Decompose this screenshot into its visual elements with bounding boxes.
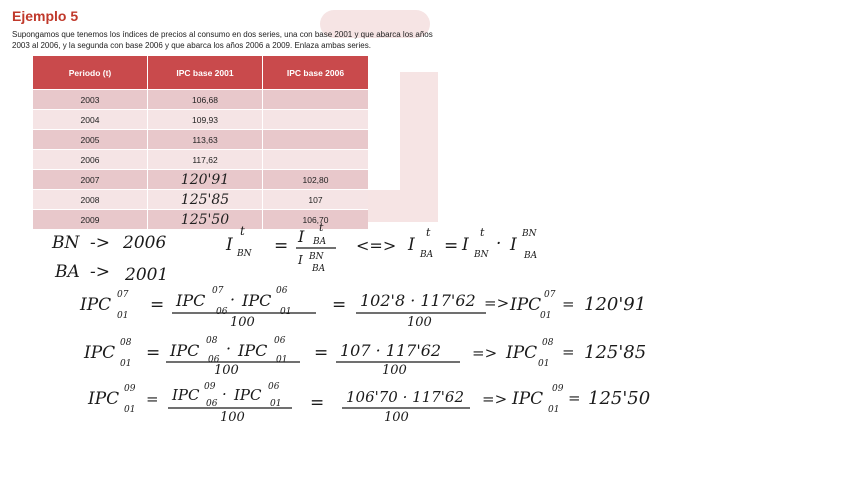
superscript-06: 06 [274, 336, 286, 346]
cell-periodo: 2004 [33, 110, 148, 130]
multiply-dot: · [226, 339, 232, 358]
ipc-label: IPC [234, 386, 262, 404]
arrow: -> [90, 233, 110, 253]
superscript-09: 09 [204, 382, 216, 392]
subscript-01: 01 [538, 359, 550, 369]
superscript-bn: BN [522, 229, 537, 239]
ipc-label: IPC [172, 386, 200, 404]
result-2008: 125'85 [584, 342, 647, 363]
subscript-01: 01 [120, 359, 132, 369]
cell-periodo: 2003 [33, 90, 148, 110]
calc-2008 [83, 336, 646, 378]
index-symbol: I [408, 235, 415, 255]
superscript-t: t [480, 226, 485, 239]
subscript-01: 01 [548, 405, 560, 415]
denominator-100: 100 [382, 363, 407, 378]
denominator-100: 100 [407, 315, 432, 330]
subscript-01: 01 [540, 311, 552, 321]
subscript-ba: BA [312, 264, 326, 274]
numerator: 106'70 · 117'62 [346, 388, 464, 406]
superscript-09: 09 [552, 384, 564, 394]
subscript-ba: BA [420, 250, 434, 260]
superscript-t: t [426, 226, 431, 239]
superscript-07: 07 [212, 286, 224, 296]
superscript-09: 09 [124, 384, 136, 394]
header-ipc-2001: IPC base 2001 [148, 56, 263, 90]
equals-sign: = [310, 393, 325, 413]
cell-ipc-2001: 113,63 [148, 130, 263, 150]
header-periodo: Periodo (t) [33, 56, 148, 90]
subscript-01: 01 [117, 311, 129, 321]
cell-ipc-2001: 106,68 [148, 90, 263, 110]
subscript-bn: BN [474, 250, 489, 260]
cell-ipc-2001: 109,93 [148, 110, 263, 130]
arrow: -> [90, 262, 110, 282]
denominator-100: 100 [384, 410, 409, 425]
index-symbol: I [510, 235, 517, 255]
subscript-01: 01 [280, 307, 292, 317]
ipc-label: IPC [512, 389, 544, 409]
implies-arrow: => [472, 344, 498, 362]
equals-sign: = [314, 343, 329, 363]
cell-periodo: 2007 [33, 170, 148, 190]
equals-sign: = [568, 389, 581, 407]
year-2006: 2006 [123, 233, 167, 253]
denominator-100: 100 [230, 315, 255, 330]
subscript-01: 01 [270, 399, 282, 409]
header-ipc-2006: IPC base 2006 [263, 56, 369, 90]
ipc-label: IPC [176, 291, 206, 310]
ipc-label: IPC [242, 291, 272, 310]
cell-ipc-2001: 117,62 [148, 150, 263, 170]
superscript-bn: BN [309, 252, 324, 262]
superscript-08: 08 [206, 336, 218, 346]
cell-ipc-2001-handwritten: 125'50 [148, 210, 263, 230]
subscript-06: 06 [206, 399, 218, 409]
subscript-06: 06 [208, 355, 220, 365]
ipc-label: IPC [170, 341, 200, 360]
label-bn: BN [52, 233, 80, 253]
base-definitions [51, 233, 168, 285]
equals-sign: = [332, 295, 347, 315]
index-symbol: I [298, 227, 305, 246]
denominator-100: 100 [214, 363, 239, 378]
equals-sign: = [562, 343, 575, 361]
implies-arrow: => [484, 294, 510, 312]
superscript-06: 06 [276, 286, 288, 296]
implies-arrow: => [482, 390, 508, 408]
ipc-label: IPC [510, 295, 542, 315]
index-symbol: I [298, 253, 303, 267]
subscript-06: 06 [216, 307, 228, 317]
ipc-label: IPC [84, 343, 116, 363]
cell-periodo: 2005 [33, 130, 148, 150]
superscript-08: 08 [542, 338, 554, 348]
subscript-ba: BA [524, 251, 538, 261]
cell-periodo: 2006 [33, 150, 148, 170]
cell-ipc-2001-handwritten: 125'85 [148, 190, 263, 210]
equals-sign: = [444, 236, 459, 256]
cell-ipc-2006: 102,80 [263, 170, 369, 190]
cell-periodo: 2008 [33, 190, 148, 210]
equals-sign: = [146, 390, 159, 408]
equals-sign: = [150, 295, 165, 315]
ipc-label: IPC [238, 341, 268, 360]
superscript-08: 08 [120, 338, 132, 348]
subscript-ba: BA [313, 237, 327, 247]
label-ba: BA [55, 262, 80, 282]
multiply-dot: · [230, 290, 236, 309]
superscript-06: 06 [268, 382, 280, 392]
problem-statement: Supongamos que tenemos los índices de precios al consumo en dos series, una con base 2001 y que abarca los años 2003 al 2006, y la segunda con base 2006 y que abarca los años 2006 a 2009. Enlaza ambas series. [12, 30, 433, 50]
superscript-t: t [319, 221, 324, 234]
numerator: 102'8 · 117'62 [360, 291, 476, 310]
subscript-01: 01 [124, 405, 136, 415]
calc-2009 [87, 382, 650, 425]
denominator-100: 100 [220, 410, 245, 425]
equals-sign: = [274, 236, 289, 256]
multiply-dot: · [222, 385, 227, 403]
index-symbol: I [462, 235, 469, 255]
equivalence-sign: <=> [356, 236, 397, 255]
subscript-bn: BN [237, 249, 252, 259]
cell-ipc-2006: 107 [263, 190, 369, 210]
page-title: Ejemplo 5 [12, 8, 79, 24]
cell-periodo: 2009 [33, 210, 148, 230]
ipc-label: IPC [506, 343, 538, 363]
equals-sign: = [146, 343, 161, 363]
index-symbol: I [226, 235, 233, 255]
numerator: 107 · 117'62 [340, 341, 442, 360]
result-2009: 125'50 [588, 388, 651, 409]
multiply-dot: · [496, 234, 502, 254]
calc-2007 [79, 286, 646, 330]
equals-sign: = [562, 295, 575, 313]
linking-formula [225, 221, 538, 274]
superscript-t: t [240, 224, 245, 238]
ipc-label: IPC [80, 295, 112, 315]
cell-ipc-2006: 106,70 [263, 210, 369, 230]
subscript-01: 01 [276, 355, 288, 365]
superscript-07: 07 [544, 290, 556, 300]
superscript-07: 07 [117, 290, 129, 300]
ipc-label: IPC [88, 389, 120, 409]
year-2001: 2001 [125, 265, 169, 285]
result-2007: 120'91 [584, 294, 647, 315]
cell-ipc-2001-handwritten: 120'91 [148, 170, 263, 190]
